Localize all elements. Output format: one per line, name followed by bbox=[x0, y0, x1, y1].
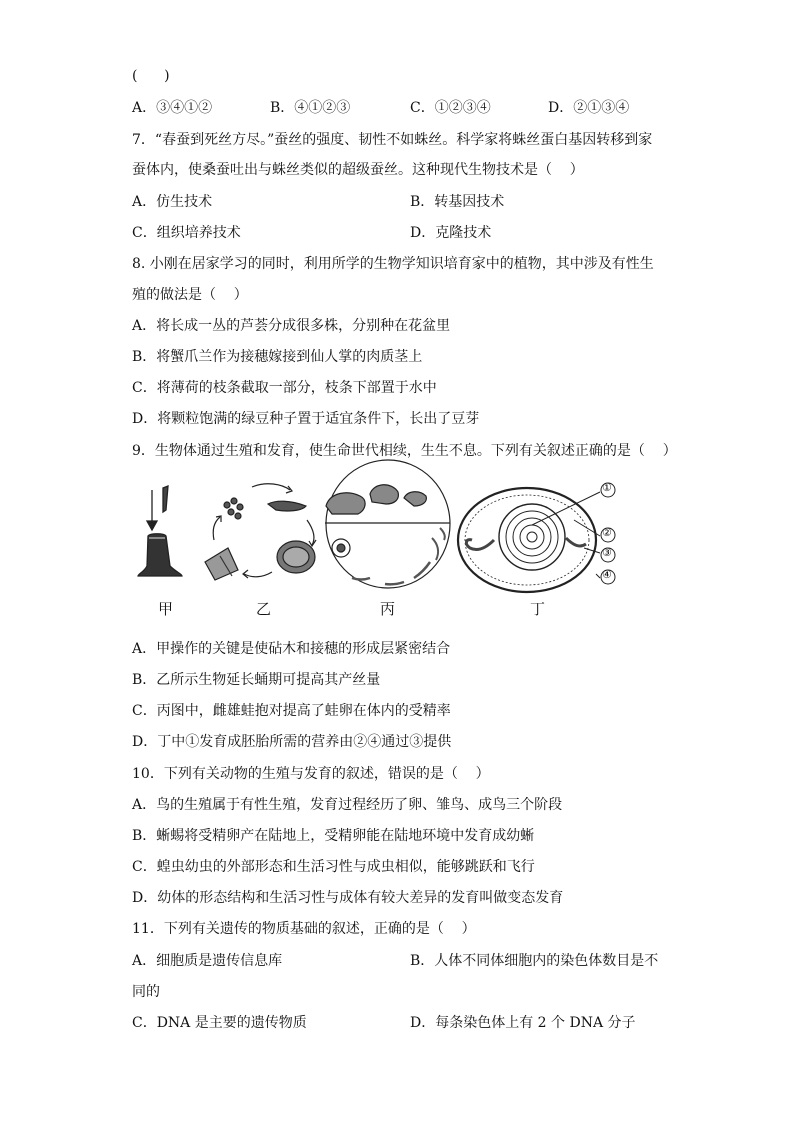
q11-option-b-line2[interactable]: 同的 bbox=[132, 984, 160, 1000]
q8-option-b[interactable]: B．将蟹爪兰作为接穗嫁接到仙人掌的肉质茎上 bbox=[132, 349, 423, 365]
silkworm-life-cycle bbox=[205, 484, 316, 580]
q6-option-a[interactable]: A．③④①② bbox=[132, 100, 213, 116]
q10-option-d[interactable]: D．幼体的形态结构和生活习性与成体有较大差异的发育叫做变态发育 bbox=[132, 890, 564, 906]
q6-option-c[interactable]: C．①②③④ bbox=[410, 100, 491, 116]
q8-stem-line1: 8. 小刚在居家学习的同时，利用所学的生物学知识培育家中的植物，其中涉及有性生 bbox=[132, 256, 654, 272]
egg-structure-diagram bbox=[458, 483, 615, 592]
q6-option-b[interactable]: B．④①②③ bbox=[270, 100, 351, 116]
q10-option-c[interactable]: C．蝗虫幼虫的外部形态和生活习性与成虫相似，能够跳跃和飞行 bbox=[132, 859, 535, 875]
egg-marker-2: ② bbox=[602, 526, 612, 539]
figure-label-bing: 丙 bbox=[380, 600, 396, 618]
q11-option-d[interactable]: D．每条染色体上有 2 个 DNA 分子 bbox=[410, 1015, 636, 1031]
q7-option-b[interactable]: B．转基因技术 bbox=[410, 194, 505, 210]
q7-stem-line2: 蚕体内，使桑蚕吐出与蛛丝类似的超级蚕丝。这种现代生物技术是（ ） bbox=[132, 162, 584, 178]
q7-option-c[interactable]: C．组织培养技术 bbox=[132, 225, 241, 241]
figure-label-yi: 乙 bbox=[256, 600, 272, 618]
q11-option-b-line1[interactable]: B．人体不同体细胞内的染色体数目是不 bbox=[410, 953, 659, 969]
frog-life-cycle bbox=[325, 460, 450, 588]
q7-option-a[interactable]: A．仿生技术 bbox=[132, 194, 213, 210]
q8-option-d[interactable]: D．将颗粒饱满的绿豆种子置于适宜条件下，长出了豆芽 bbox=[132, 411, 480, 427]
egg-marker-1: ① bbox=[602, 481, 612, 494]
q9-option-c[interactable]: C．丙图中，雌雄蛙抱对提高了蛙卵在体内的受精率 bbox=[132, 703, 451, 719]
q11-option-a[interactable]: A．细胞质是遗传信息库 bbox=[132, 953, 283, 969]
q9-option-a[interactable]: A．甲操作的关键是使砧木和接穗的形成层紧密结合 bbox=[132, 641, 451, 657]
q10-option-a[interactable]: A．鸟的生殖属于有性生殖，发育过程经历了卵、雏鸟、成鸟三个阶段 bbox=[132, 797, 563, 813]
q9-option-b[interactable]: B．乙所示生物延长蛹期可提高其产丝量 bbox=[132, 672, 381, 688]
q8-option-a[interactable]: A．将长成一丛的芦荟分成很多株，分别种在花盆里 bbox=[132, 318, 451, 334]
q8-stem-line2: 殖的做法是（ ） bbox=[132, 287, 248, 303]
egg-marker-3: ③ bbox=[602, 546, 612, 559]
figure-label-jia: 甲 bbox=[158, 600, 174, 618]
q6-option-d[interactable]: D．②①③④ bbox=[548, 100, 630, 116]
q10-option-b[interactable]: B．蜥蜴将受精卵产在陆地上，受精卵能在陆地环境中发育成幼蜥 bbox=[132, 828, 535, 844]
q8-option-c[interactable]: C．将薄荷的枝条截取一部分，枝条下部置于水中 bbox=[132, 380, 437, 396]
egg-marker-4: ④ bbox=[602, 568, 612, 581]
q9-option-d[interactable]: D．丁中①发育成胚胎所需的营养由②④通过③提供 bbox=[132, 734, 452, 750]
q7-stem-line1: 7．“春蚕到死丝方尽。”蚕丝的强度、韧性不如蛛丝。科学家将蛛丝蛋白基因转移到家 bbox=[132, 132, 653, 148]
q11-option-c[interactable]: C．DNA 是主要的遗传物质 bbox=[132, 1015, 307, 1031]
q11-stem: 11．下列有关遗传的物质基础的叙述，正确的是（ ） bbox=[132, 921, 476, 937]
q10-stem: 10．下列有关动物的生殖与发育的叙述，错误的是（ ） bbox=[132, 766, 490, 782]
q9-stem: 9．生物体通过生殖和发育，使生命世代相续，生生不息。下列有关叙述正确的是（ ） bbox=[132, 443, 677, 459]
figure-label-ding: 丁 bbox=[530, 600, 546, 618]
grafting-illustration bbox=[138, 486, 182, 576]
q6-answer-bracket: ( ) bbox=[132, 68, 170, 84]
q7-option-d[interactable]: D．克隆技术 bbox=[410, 225, 492, 241]
